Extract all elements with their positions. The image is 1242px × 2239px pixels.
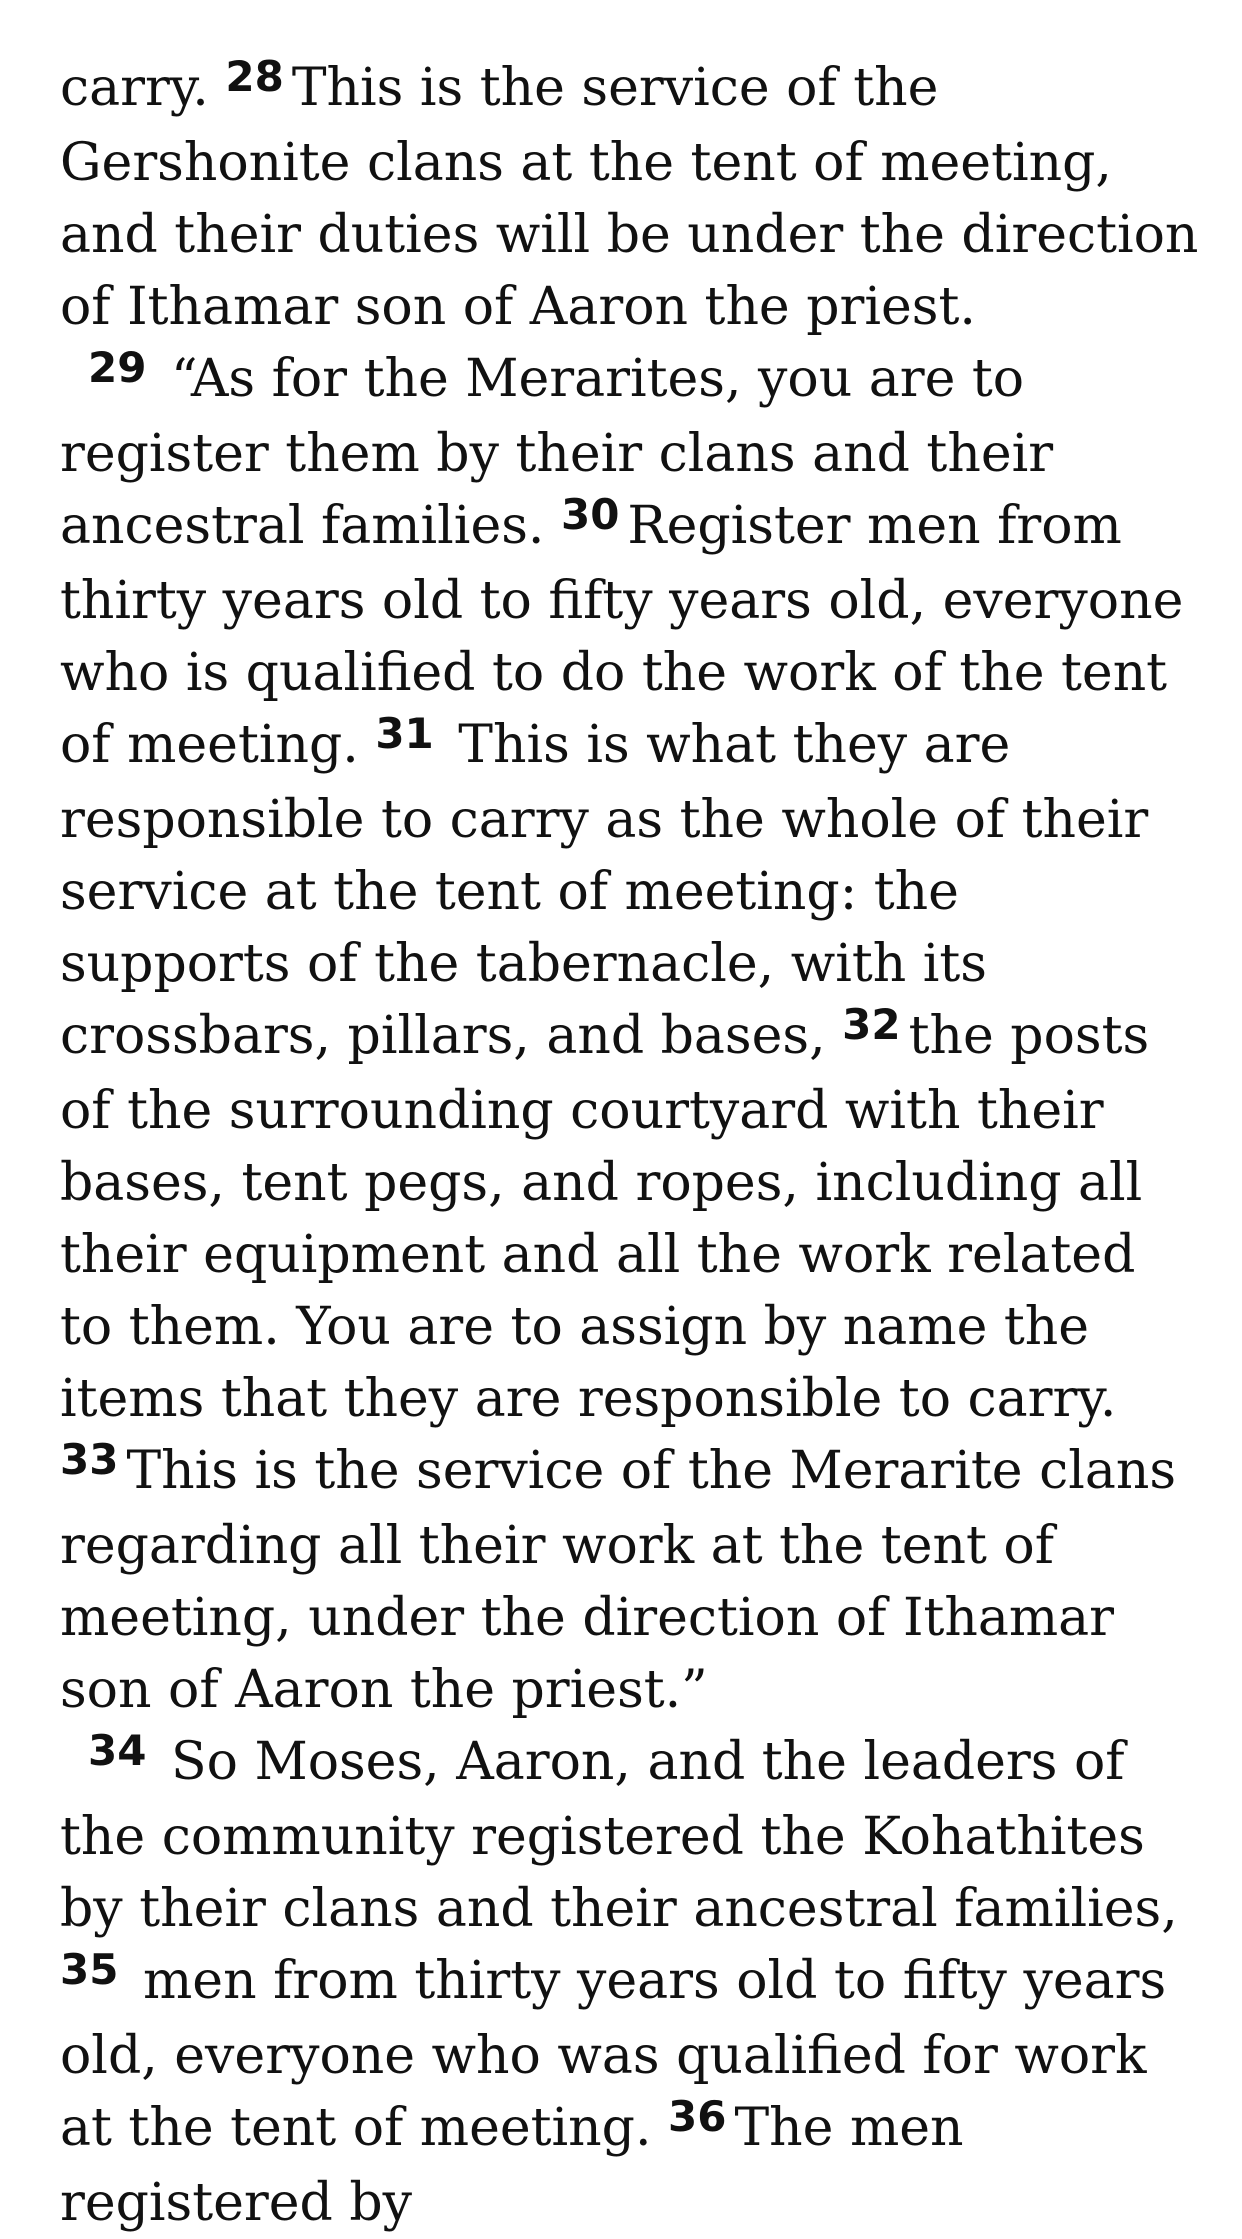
verse-32-text: the posts of the surrounding courtyard with their bases, tent pegs, and ropes, including all their equipment and all the work related to them. You are to assign by name the items that they are responsible to carry. (60, 1006, 1150, 1429)
verse-number-35[interactable]: 35 (60, 1945, 119, 1994)
verse-number-32[interactable]: 32 (842, 1000, 901, 1049)
verse-36-text: The men registered by (60, 2098, 964, 2233)
verse-33-text: This is the service of the Merarite clans regarding all their work at the tent of meeting, under the direction of Ithamar son of Aaron the priest.” (60, 1441, 1177, 1720)
verse-34-text: So Moses, Aaron, and the leaders of the community registered the Kohathites by their clans and their ancestral families, (60, 1732, 1178, 1939)
paragraph-verses-28 (60, 52, 1200, 343)
verse-30-text: Register men from thirty years old to fifty years old, everyone who is qualified to do the work of the tent of meeting. (60, 496, 1184, 775)
verse-31-text: This is what they are responsible to carry as the whole of their service at the tent of meeting: the supports of the tabernacle, with its crossbars, pillars, and bases, (60, 715, 1149, 1066)
verse-28-text: This is the service of the Gershonite clans at the tent of meeting, and their duties will be under the direction of Ithamar son of Aaron the priest. (60, 58, 1199, 337)
verse-number-31[interactable]: 31 (375, 709, 434, 758)
verse-number-33[interactable]: 33 (60, 1435, 119, 1484)
verse-27-tail-text: carry. (60, 58, 209, 118)
verse-number-30[interactable]: 30 (560, 490, 620, 539)
verse-number-34[interactable]: 34 (88, 1726, 147, 1775)
verse-29-text: “As for the Merarites, you are to register them by their clans and their ancestral families. (60, 349, 1054, 556)
paragraph-verses-34-36 (60, 1726, 1200, 2239)
verse-number-29[interactable]: 29 (88, 343, 147, 392)
verse-number-36[interactable]: 36 (668, 2092, 727, 2141)
paragraph-verses-29-33 (60, 343, 1200, 1726)
reading-page (60, 52, 1200, 2239)
verse-number-28[interactable]: 28 (225, 52, 284, 101)
verse-35-text: men from thirty years old to fifty years old, everyone who was qualified for work at the tent of meeting. (60, 1951, 1167, 2158)
